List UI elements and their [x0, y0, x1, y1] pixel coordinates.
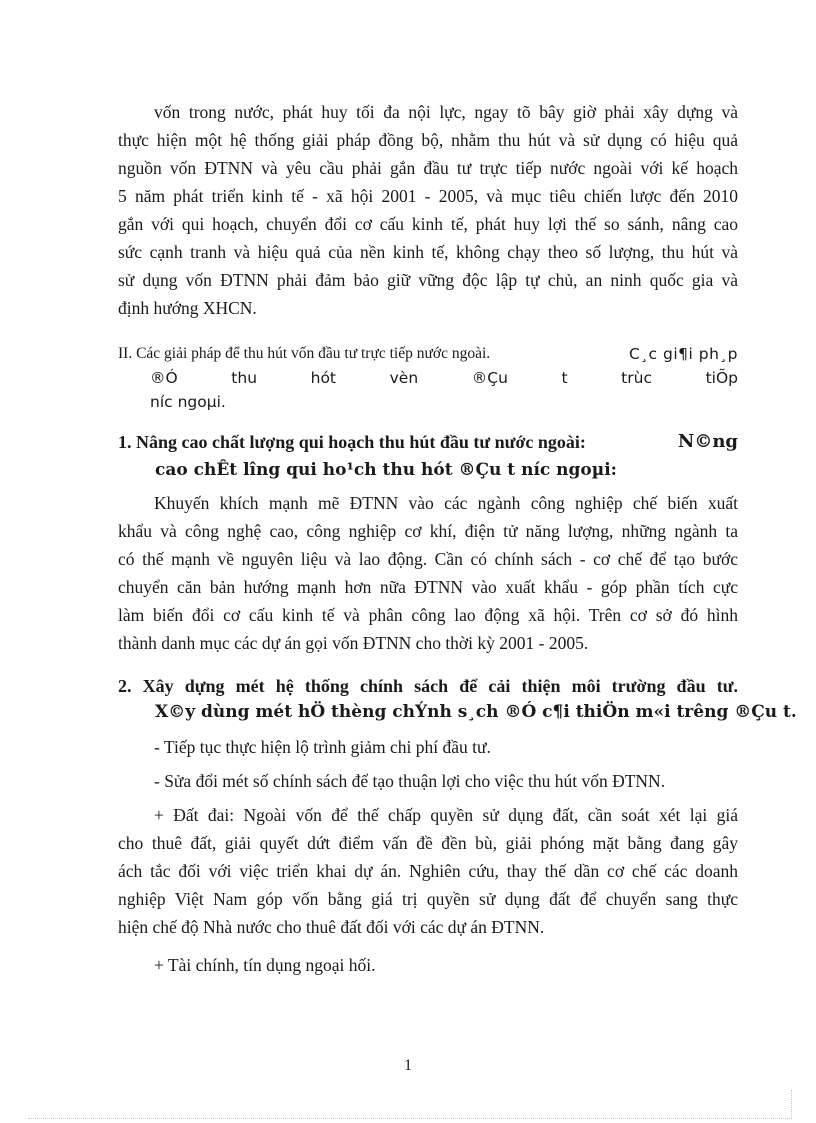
text-line: chuyển căn bản hướng mạnh hơn nữa ĐTNN vào xuất khẩu - góp phần tích cực [118, 577, 738, 597]
text-line: nguồn vốn ĐTNN và yêu cầu phải gắn đầu tư trực tiếp nước ngoài với kế hoạch [118, 158, 738, 178]
word: t [561, 369, 568, 387]
text-line: khẩu và công nghệ cao, công nghiệp cơ khí, điện tử năng lượng, những ngành ta [118, 521, 738, 541]
heading-2-garbled-line: X©y dùng mét hÖ thèng chÝnh s¸ch ®Ó c¶i thiÖn m«i trêng ®Çu t. [155, 702, 797, 722]
text-line: hiện chế độ Nhà nước cho thuê đất đối với các dự án ĐTNN. [118, 917, 545, 937]
text-line: gắn với qui hoạch, chuyển đổi cơ cấu kinh tế, phát huy lợi thế so sánh, nâng cao [118, 214, 738, 234]
section-heading-garbled: C¸c gi¶i ph¸p [628, 345, 738, 363]
word: vèn [389, 369, 419, 387]
text-line: Khuyến khích mạnh mẽ ĐTNN vào các ngành công nghiệp chế biến xuất [154, 493, 738, 513]
heading-1-garbled-line: cao chÊt lîng qui ho¹ch thu hót ®Çu t níc ngoµi: [155, 460, 617, 480]
text-line: sử dụng vốn ĐTNN phải đảm bảo giữ vững độc lập tự chủ, an ninh quốc gia và [118, 270, 738, 290]
word: ®Ó [150, 369, 178, 387]
text-line: cho thuê đất, giải quyết dứt điểm vấn đề đền bù, giải phóng mặt bằng đang gây [118, 833, 738, 853]
word: trùc [621, 369, 652, 387]
text-line: thực hiện một hệ thống giải pháp đồng bộ, nhằm thu hút và sử dụng có hiệu quả [118, 130, 738, 150]
heading-1-line: 1. Nâng cao chất lượng qui hoạch thu hút đầu tư nước ngoài: [118, 432, 586, 452]
list-item: - Tiếp tục thực hiện lộ trình giảm chi phí đầu tư. [154, 737, 491, 757]
section-heading-line: II. Các giải pháp để thu hút vốn đầu tư trực tiếp nước ngoài. [118, 345, 491, 362]
page-border-right [791, 1090, 792, 1118]
text-line: thành danh mục các dự án gọi vốn ĐTNN cho thời kỳ 2001 - 2005. [118, 633, 589, 653]
text-line: vốn trong nước, phát huy tối đa nội lực, ngay tõ bây giờ phải xây dựng và [154, 102, 738, 122]
page-border-bottom [28, 1118, 792, 1119]
heading-1-garbled: N©ng [677, 431, 738, 452]
text-line: có thế mạnh về nguyên liệu và lao động. Cần có chính sách - cơ chế để tạo bước [118, 549, 738, 569]
text-line: định hướng XHCN. [118, 298, 257, 318]
text-line: ách tắc đối với việc triển khai dự án. Nghiên cứu, thay thế dần cơ chế các doanh [118, 861, 738, 881]
word: tiÕp [705, 369, 738, 387]
list-item: - Sửa đổi mét số chính sách để tạo thuận lợi cho việc thu hút vốn ĐTNN. [154, 771, 666, 791]
text-line: + Đất đai: Ngoài vốn để thế chấp quyền sử dụng đất, cần soát xét lại giá [154, 805, 738, 825]
text-line: 5 năm phát triển kinh tế - xã hội 2001 - 2005, và mục tiêu chiến lược đến 2010 [118, 186, 738, 206]
section-heading-garbled-line: níc ngoµi. [150, 393, 226, 411]
heading-2-line: 2. Xây dựng mét hệ thống chính sách để cải thiện môi trường đầu tư. [118, 676, 738, 696]
text-line: nghiệp Việt Nam góp vốn bằng giá trị quyền sử dụng đất để chuyển sang thực [118, 889, 738, 909]
text-line: sức cạnh tranh và hiệu quả của nền kinh tế, không chạy theo số lượng, thu hút và [118, 242, 738, 262]
section-heading-garbled-words [150, 366, 738, 390]
word: hót [310, 369, 337, 387]
word: thu [231, 369, 258, 387]
text-line: làm biến đổi cơ cấu kinh tế và phân công lao động xã hội. Trên cơ sở đó hình [118, 605, 738, 625]
word: ®Çu [471, 369, 508, 387]
page-number: 1 [404, 1057, 412, 1074]
paragraph-4: + Tài chính, tín dụng ngoại hối. [154, 955, 376, 975]
